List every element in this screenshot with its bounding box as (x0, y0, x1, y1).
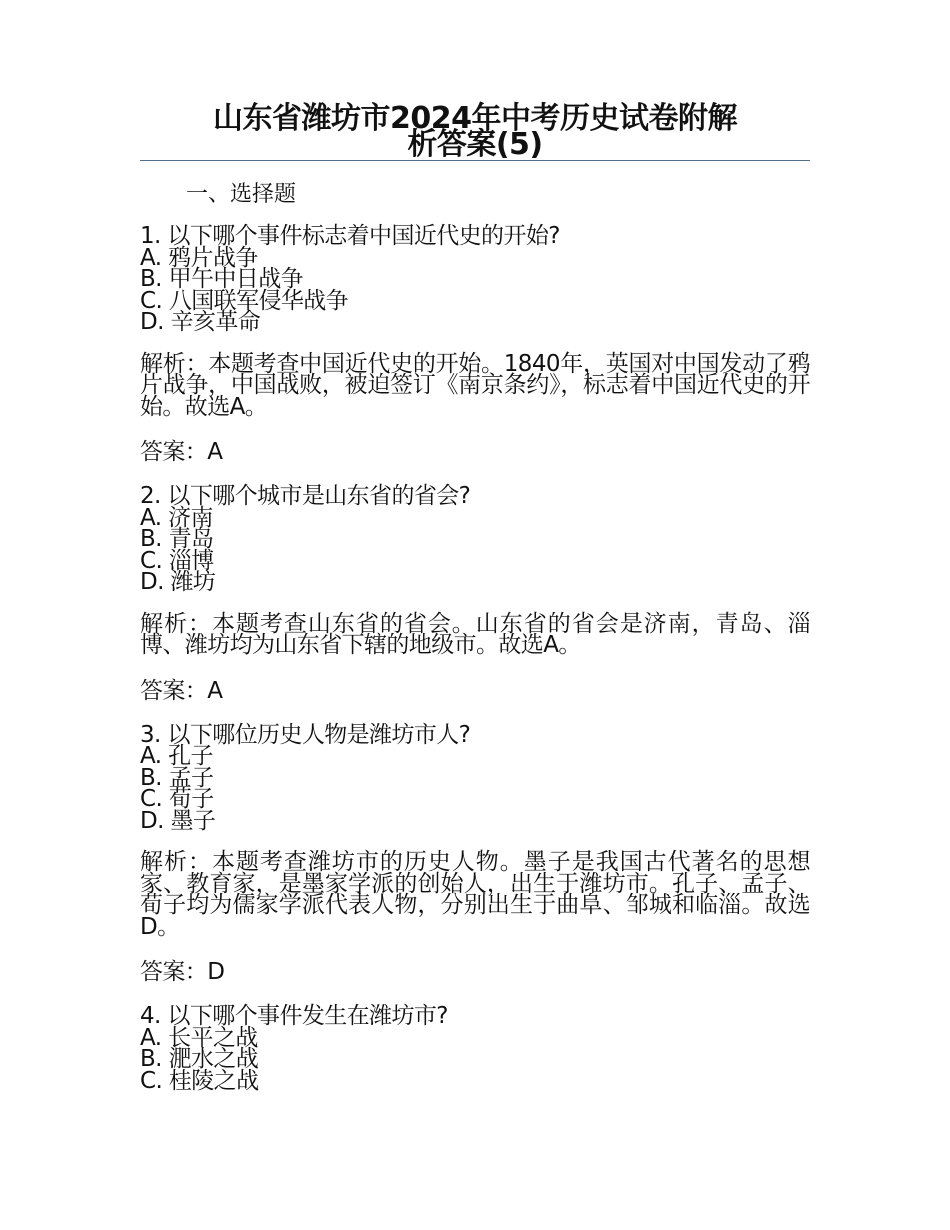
option-b: B. 淝水之战 (140, 1046, 259, 1072)
option-a: A. 孔子 (140, 743, 213, 769)
document-title-line-2: 析答案(5) (407, 127, 543, 162)
section-heading: 一、选择题 (186, 182, 297, 207)
option-a: A. 鸦片战争 (140, 244, 258, 271)
question-block (140, 483, 810, 595)
answer-text: 答案：A (140, 677, 223, 704)
question-item-1 (140, 223, 810, 465)
answer-text: 答案：A (140, 439, 223, 465)
answer-text: 答案：D (140, 959, 225, 985)
document-title-line-1: 山东省潍坊市2024年中考历史试卷附解 (213, 101, 737, 136)
option-c: C. 荀子 (140, 786, 214, 812)
option-c: C. 八国联军侵华战争 (140, 287, 349, 314)
analysis-text: 解析：本题考查山东省的省会。山东省的省会是济南，青岛、淄博、潍坊均为山东省下辖的地级市。故选A。 (140, 610, 810, 658)
option-b: B. 青岛 (140, 526, 214, 552)
question-text: 1. 以下哪个事件标志着中国近代史的开始? (140, 223, 560, 249)
option-b: B. 孟子 (140, 764, 214, 791)
document-title (140, 101, 810, 162)
question-text: 4. 以下哪个事件发生在潍坊市? (140, 1003, 448, 1029)
question-item-2 (140, 483, 810, 704)
question-block (140, 721, 810, 834)
title-divider (140, 160, 810, 161)
question-block (140, 1003, 810, 1094)
option-d: D. 潍坊 (140, 569, 216, 595)
analysis-text: 解析：本题考查潍坊市的历史人物。墨子是我国古代著名的思想家、教育家，是墨家学派的创始人，出生于潍坊市。孔子、孟子、荀子均为儒家学派代表人物，分别出生于曲阜、邹城和临淄。故选D。 (140, 849, 810, 940)
question-list (140, 223, 810, 1114)
option-a: A. 济南 (140, 504, 213, 531)
question-item-3 (140, 721, 810, 985)
question-text: 3. 以下哪位历史人物是潍坊市人? (140, 721, 471, 748)
option-a: A. 长平之战 (140, 1024, 258, 1051)
option-d: D. 墨子 (140, 807, 216, 834)
question-item-4 (140, 1003, 810, 1094)
analysis-text: 解析：本题考查中国近代史的开始。1840年，英国对中国发动了鸦片战争，中国战败，被迫签订《南京条约》，标志着中国近代史的开始。故选A。 (140, 350, 810, 420)
option-c: C. 淄博 (140, 547, 214, 574)
option-d: D. 辛亥革命 (140, 309, 261, 335)
question-block (140, 223, 810, 335)
option-c: C. 桂陵之战 (140, 1067, 259, 1094)
question-text: 2. 以下哪个城市是山东省的省会? (140, 483, 471, 509)
option-b: B. 甲午中日战争 (140, 266, 304, 292)
